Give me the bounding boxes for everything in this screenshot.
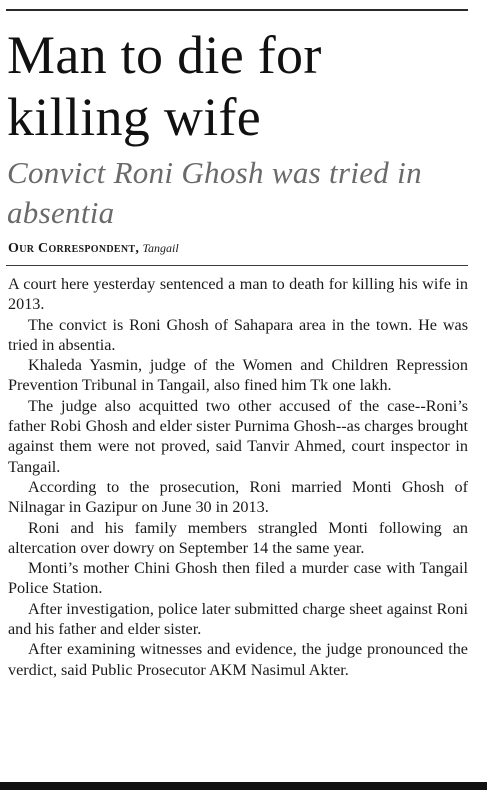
byline-rule [6,265,468,266]
paragraph: After investigation, police later submitted charge sheet against Roni and his father and elder sister. [8,599,468,639]
top-rule [6,9,468,11]
paragraph: Khaleda Yasmin, judge of the Women and Children Repression Prevention Tribunal in Tangail, also fined him Tk one lakh. [8,356,468,395]
paragraph: Roni and his family members strangled Monti following an altercation over dowry on September 14 the same year. [8,518,468,557]
headline: Man to die for killing wife [7,25,322,147]
paragraph: After examining witnesses and evidence, the judge pronounced the verdict, said Public Prosecutor AKM Nasimul Akter. [8,640,468,679]
byline-name: Our Correspondent, [8,241,140,256]
byline-location: Tangail [142,241,179,255]
byline [8,240,179,257]
paragraph: Monti’s mother Chini Ghosh then filed a murder case with Tangail Police Station. [8,559,468,598]
bottom-bar [0,782,487,790]
paragraph: A court here yesterday sentenced a man to death for killing his wife in 2013. [8,275,468,314]
paragraph: The judge also acquitted two other accused of the case--Roni’s father Robi Ghosh and elder sister Purnima Ghosh--as charges brought against them were not proved, said Tanvir Ahmed, court inspector in Tangail. [8,396,468,476]
paragraph: According to the prosecution, Roni married Monti Ghosh of Nilnagar in Gazipur on June 30 in 2013. [8,477,468,517]
article-body [8,274,468,680]
subheadline: Convict Roni Ghosh was tried in absentia [7,155,422,230]
paragraph: The convict is Roni Ghosh of Sahapara area in the town. He was tried in absentia. [8,315,468,354]
